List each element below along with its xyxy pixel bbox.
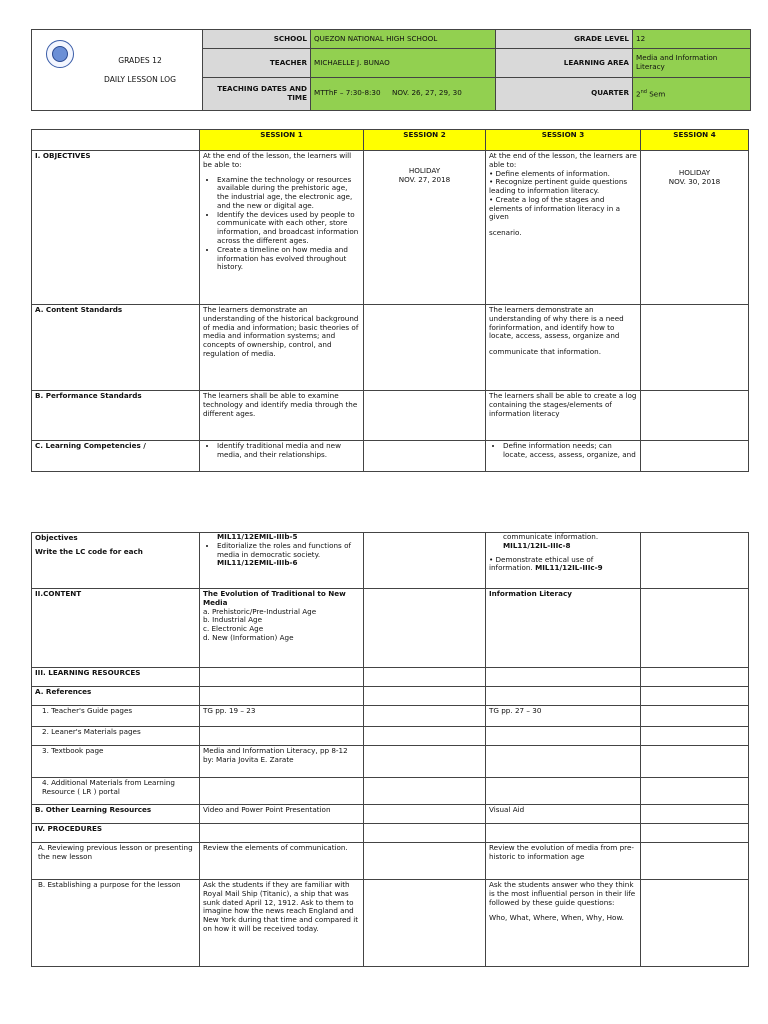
additional-materials-label: 4. Additional Materials from Learning Resource ( LR ) portal: [32, 778, 200, 805]
header-table: [31, 29, 751, 111]
content-standards-label: A. Content Standards: [32, 305, 200, 391]
learners-materials-label: 2. Leaner's Materials pages: [32, 727, 200, 746]
textbook-label: 3. Textbook page: [32, 746, 200, 778]
reviewing-s3: Review the evolution of media from pre-historic to information age: [486, 843, 641, 880]
lesson-table-page2: [31, 532, 749, 967]
content-s4: [641, 589, 749, 668]
session-4-header: SESSION 4: [641, 130, 749, 151]
objectives-session3: At the end of the lesson, the learners are able to: • Define elements of information. • Recognize pertinent guide questions leading to information literacy. • Create a log of the stages and elements of information literacy in a given scenario.: [486, 151, 641, 305]
teachers-guide-s3: TG pp. 27 – 30: [486, 706, 641, 727]
teaching-dates-value: MTThF – 7:30-8:30 NOV. 26, 27, 29, 30: [311, 77, 496, 110]
objectives-cont-label: Objectives Write the LC code for each: [32, 533, 200, 589]
competencies-s3: [486, 441, 641, 472]
content-s3: Information Literacy: [486, 589, 641, 668]
grade-level-value: 12: [633, 30, 751, 49]
purpose-s1: Ask the students if they are familiar with Royal Mail Ship (Titanic), a ship that was sunk dated April 12, 1912. Ask to them to imagine how the news reach England and New York during that time and compared it on how it will be received today.: [200, 880, 364, 967]
content-standards-s2: [364, 305, 486, 391]
school-label: SCHOOL: [203, 30, 311, 49]
holiday-date: NOV. 27, 2018: [398, 174, 451, 184]
list-item: • Create a timeline on how media and information has evolved throughout history.: [217, 246, 360, 272]
performance-standards-s2: [364, 391, 486, 441]
learning-area-label: LEARNING AREA: [496, 49, 633, 77]
lc-code: MIL11/12EMIL-IIIb-5: [217, 532, 298, 541]
holiday-date: NOV. 30, 2018: [668, 176, 721, 186]
content-standards-s3: The learners demonstrate an understanding of why there is a need forinformation, and identify how to locate, access, assess, organize and communicate that information.: [486, 305, 641, 391]
purpose-s3: Ask the students answer who they think is the most influential person in their life followed by these guide questions: Who, What, Where, When, Why, How.: [486, 880, 641, 967]
competencies-s1: [200, 441, 364, 472]
teaching-dates-label: TEACHING DATES AND TIME: [203, 77, 311, 110]
school-value: QUEZON NATIONAL HIGH SCHOOL: [311, 30, 496, 49]
reviewing-s1: Review the elements of communication.: [200, 843, 364, 880]
list-item: c. Electronic Age: [203, 624, 264, 634]
grades-label: GRADES 12: [118, 56, 162, 66]
objectives-cont-s3: communicate information. MIL11/12IL-IIIc-8 • Demonstrate ethical use of information. MIL11/12IL-IIIc-9: [486, 533, 641, 589]
header-blank-cell: [32, 130, 200, 151]
lc-code: MIL11/12EMIL-IIIb-6: [217, 558, 298, 568]
procedures-label: IV. PROCEDURES: [32, 824, 200, 843]
objectives-cont-s1: [200, 533, 364, 589]
resources-label: III. LEARNING RESOURCES: [32, 668, 200, 687]
list-item: b. Industrial Age: [203, 615, 263, 625]
grade-level-label: GRADE LEVEL: [496, 30, 633, 49]
references-label: A. References: [32, 687, 200, 706]
teacher-label: TEACHER: [203, 49, 311, 77]
objectives-session2: [364, 151, 486, 305]
list-item: • Identify the devices used by people to communicate with each other, store information, and broadcast information across the different ages.: [217, 211, 360, 246]
competencies-s4: [641, 441, 749, 472]
session-3-header: SESSION 3: [486, 130, 641, 151]
textbook-s1: Media and Information Literacy, pp 8-12 by: Maria Jovita E. Zarate: [200, 746, 364, 778]
reviewing-label: A. Reviewing previous lesson or presenting the new lesson: [32, 843, 200, 880]
performance-standards-s3: The learners shall be able to create a log containing the stages/elements of information literacy: [486, 391, 641, 441]
content-label: II.CONTENT: [32, 589, 200, 668]
teachers-guide-s1: TG pp. 19 – 23: [200, 706, 364, 727]
teachers-guide-label: 1. Teacher's Guide pages: [32, 706, 200, 727]
list-item: • Editorialize the roles and functions of media in democratic society.: [217, 542, 360, 560]
content-s1: The Evolution of Traditional to New Media a. Prehistoric/Pre-Industrial Age b. Industrial Age c. Electronic Age d. New (Information) Age: [200, 589, 364, 668]
holiday-label: HOLIDAY: [678, 168, 711, 177]
lc-code: MIL11/12IL-IIIc-9: [535, 563, 603, 573]
list-item: • Define information needs; can locate, access, assess, organize, and: [503, 442, 637, 460]
other-resources-s3: Visual Aid: [486, 805, 641, 824]
session-2-header: SESSION 2: [364, 130, 486, 151]
performance-standards-s4: [641, 391, 749, 441]
objectives-session1: At the end of the lesson, the learners will be able to: • Examine the technology or resources available during the prehistoric age, the industrial age, the electronic age, and the new or digital age. • Identify the devices used by people to communicate with each other, store information, and broadcast information across the different ages. • Create a timeline on how media and information has evolved throughout history.: [200, 151, 364, 305]
competencies-s2: [364, 441, 486, 472]
list-item: • Examine the technology or resources available during the prehistoric age, the industrial age, the electronic age, and the new or digital age.: [217, 176, 360, 211]
objectives-cont-s2: [364, 533, 486, 589]
content-standards-s1: The learners demonstrate an understanding of the historical background of media and information; basic theories of media and information systems; and concepts of ownership, control, and regulation of media.: [200, 305, 364, 391]
list-item: • Identify traditional media and new media, and their relationships.: [217, 442, 360, 460]
deped-seal-icon: [46, 40, 74, 68]
objectives-cont-s4: [641, 533, 749, 589]
learning-area-value: Media and Information Literacy: [633, 49, 751, 77]
performance-standards-s1: The learners shall be able to examine technology and identify media through the different ages.: [200, 391, 364, 441]
objectives-s1-list: [203, 176, 360, 273]
header-logo-cell: [32, 30, 203, 111]
performance-standards-label: B. Performance Standards: [32, 391, 200, 441]
list-item: d. New (Information) Age: [203, 632, 294, 642]
lc-code: MIL11/12IL-IIIc-8: [503, 540, 571, 550]
objectives-label: I. OBJECTIVES: [32, 151, 200, 305]
content-standards-s4: [641, 305, 749, 391]
quarter-label: QUARTER: [496, 77, 633, 110]
quarter-value: 2nd Sem: [633, 77, 751, 110]
other-resources-label: B. Other Learning Resources: [32, 805, 200, 824]
session-1-header: SESSION 1: [200, 130, 364, 151]
list-item: a. Prehistoric/Pre-Industrial Age: [203, 606, 317, 616]
other-resources-s1: Video and Power Point Presentation: [200, 805, 364, 824]
lesson-table-page1: [31, 129, 749, 472]
content-s2: [364, 589, 486, 668]
teacher-value: MICHAELLE J. BUNAO: [311, 49, 496, 77]
competencies-label: C. Learning Competencies /: [32, 441, 200, 472]
daily-lesson-log-title: DAILY LESSON LOG: [104, 74, 176, 84]
objectives-session4: [641, 151, 749, 305]
holiday-label: HOLIDAY: [408, 166, 441, 175]
purpose-label: B. Establishing a purpose for the lesson: [32, 880, 200, 967]
